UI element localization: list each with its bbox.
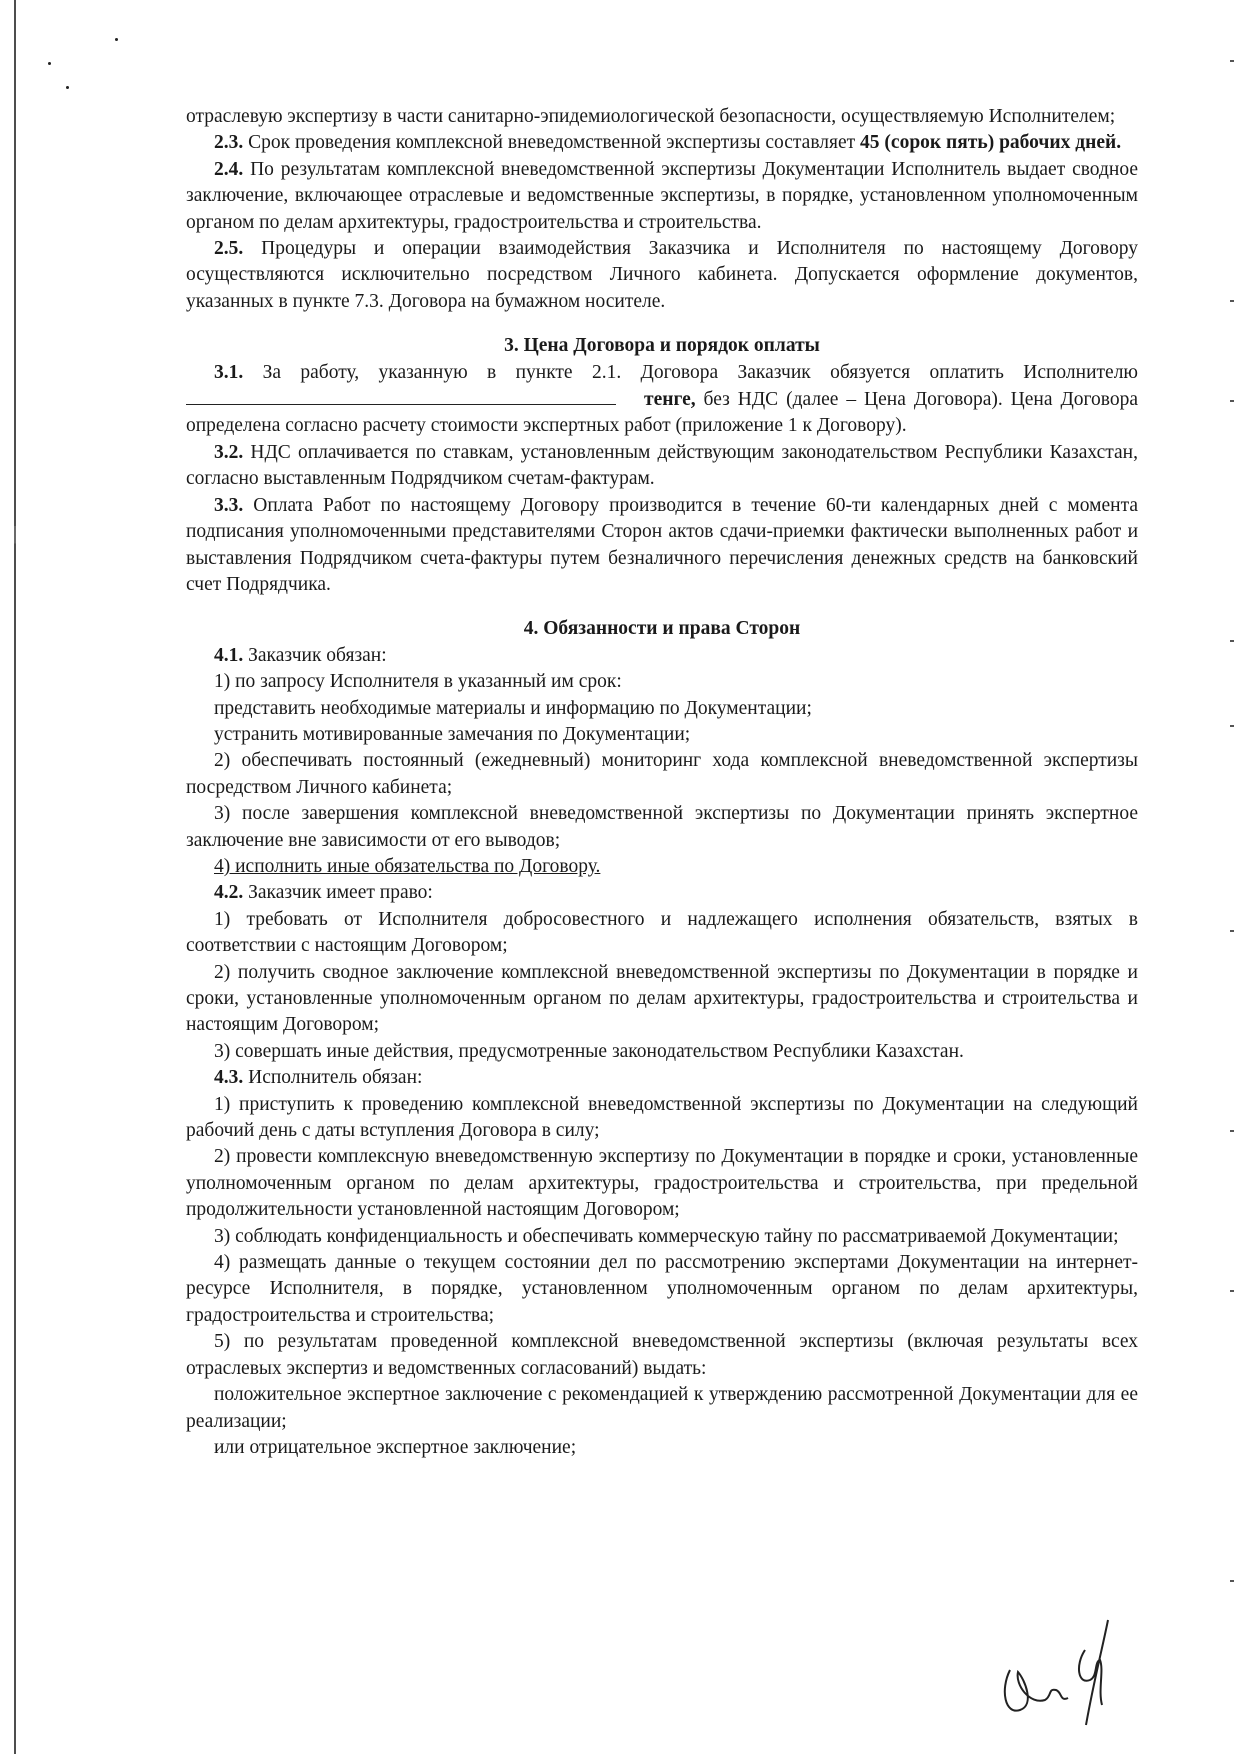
clause-text: Заказчик имеет право: — [243, 882, 433, 904]
list-item: 4) исполнить иные обязательства по Договору. — [214, 855, 601, 877]
scan-dot — [48, 62, 51, 65]
currency-label: тенге, — [644, 389, 696, 411]
clause-number: 4.1. — [214, 644, 244, 666]
clause-text: Оплата Работ по настоящему Договору производится в течение 60-ти календарных дней с момента подписания уполномоченными представителями Сторон актов сдачи-приемки фактически выполненных работ и выставления Подрядчиком счета-фактуры путем безналичного перечисления денежных средств на банковский счет Подрядчика. — [186, 494, 1138, 595]
clause-text: Срок проведения комплексной вневедомственной экспертизы составляет — [243, 132, 861, 154]
clause-text: По результатам комплексной вневедомственной экспертизы Документации Исполнитель выдает сводное заключение, включающее отраслевые и ведомственные экспертизы, в порядке, установленном уполномоченным органом по делам архитектуры, градостроительства и строительства. — [186, 158, 1138, 233]
scan-dot — [115, 38, 118, 41]
list-item: 4) размещать данные о текущем состоянии дел по рассмотрению экспертами Документации на интернет-ресурсе Исполнителя, в порядке, установленном уполномоченным органом по делам архитектуры, градостроительства и строительства; — [186, 1252, 1138, 1326]
clause-2-4 — [186, 157, 1138, 236]
list-subitem: устранить мотивированные замечания по Документации; — [214, 723, 691, 745]
clause-text: НДС оплачивается по ставкам, установленным действующим законодательством Республики Казахстан, согласно выставленным Подрядчиком счетам-фактурам. — [186, 441, 1138, 490]
scan-edge-left — [14, 0, 16, 1754]
clause-3-2 — [186, 440, 1138, 493]
clause-3-1 — [186, 360, 1138, 440]
clause-text: без НДС (далее – Цена Договора). Цена Договора определена согласно расчету стоимости экспертных работ (приложение 1 к Договору). — [186, 389, 1138, 437]
clause-number: 3.3. — [214, 494, 244, 516]
clause-3-3 — [186, 493, 1138, 599]
document-page — [186, 104, 1138, 1461]
scan-dot — [66, 86, 69, 89]
list-subitem: представить необходимые материалы и информацию по Документации; — [214, 697, 812, 719]
list-item: 5) по результатам проведенной комплексной вневедомственной экспертизы (включая результаты всех отраслевых экспертиз и ведомственных согласований) выдать: — [186, 1331, 1138, 1379]
clause-number: 2.5. — [214, 238, 244, 260]
list-subitem: положительное экспертное заключение с рекомендацией к утверждению рассмотренной Документации для ее реализации; — [186, 1384, 1138, 1432]
clause-4-1 — [186, 643, 1138, 669]
list-item: 1) требовать от Исполнителя добросовестного и надлежащего исполнения обязательств, взятых в соответствии с настоящим Договором; — [186, 908, 1138, 957]
clause-number: 4.2. — [214, 882, 244, 904]
section-4-heading: 4. Обязанности и права Сторон — [523, 618, 801, 640]
list-item: 3) после завершения комплексной вневедомственной экспертизы по Документации принять экспертное заключение вне зависимости от его выводов; — [186, 803, 1138, 851]
scan-edge-right — [1230, 0, 1234, 1754]
list-item: 2) получить сводное заключение комплексной вневедомственной экспертизы по Документации в порядке и сроки, установленные уполномоченным органом по делам архитектуры, градостроительства и строительства и настоящим Договором; — [186, 961, 1138, 1036]
clause-4-2 — [186, 880, 1138, 906]
list-item: 1) приступить к проведению комплексной вневедомственной экспертизы по Документации на следующий рабочий день с даты вступления Договора в силу; — [186, 1093, 1138, 1142]
clause-text: Заказчик обязан: — [243, 644, 387, 666]
clause-text: Процедуры и операции взаимодействия Заказчика и Исполнителя по настоящему Договору осуществляются исключительно посредством Личного кабинета. Допускается оформление документов, указанных в пункте 7.3. Договора на бумажном носителе. — [186, 238, 1138, 312]
list-subitem: или отрицательное экспертное заключение; — [214, 1436, 577, 1458]
list-item: 3) соблюдать конфиденциальность и обеспечивать коммерческую тайну по рассматриваемой Документации; — [214, 1225, 1119, 1247]
list-item: 1) по запросу Исполнителя в указанный им срок: — [214, 671, 622, 693]
clause-number: 2.4. — [214, 158, 244, 180]
clause-number: 3.2. — [214, 441, 244, 463]
clause-number: 3.1. — [214, 361, 244, 383]
list-item: 2) провести комплексную вневедомственную экспертизу по Документации в порядке и сроки, установленные уполномоченным органом по делам архитектуры, градостроительства и строительства, при предельной продолжительности установленной настоящим Договором; — [186, 1146, 1138, 1221]
price-blank-line — [186, 386, 616, 405]
section-3-heading: 3. Цена Договора и порядок оплаты — [504, 335, 820, 357]
clause-text: За работу, указанную в пункте 2.1. Договора Заказчик обязуется оплатить Исполнителю — [243, 361, 1138, 383]
paragraph-2-2-continuation: отраслевую экспертизу в части санитарно-эпидемиологической безопасности, осуществляемую Исполнителем; — [186, 106, 1116, 127]
handwritten-signature — [990, 1610, 1140, 1730]
clause-text: Исполнитель обязан: — [243, 1067, 423, 1089]
clause-2-3 — [186, 130, 1138, 156]
list-item: 2) обеспечивать постоянный (ежедневный) мониторинг хода комплексной вневедомственной экспертизы посредством Личного кабинета; — [186, 750, 1138, 798]
clause-number: 4.3. — [214, 1067, 244, 1089]
clause-number: 2.3. — [214, 132, 244, 154]
clause-4-3 — [186, 1065, 1138, 1091]
list-item: 3) совершать иные действия, предусмотренные законодательством Республики Казахстан. — [214, 1040, 964, 1062]
clause-2-5 — [186, 236, 1138, 315]
clause-term: 45 (сорок пять) рабочих дней. — [860, 132, 1122, 154]
